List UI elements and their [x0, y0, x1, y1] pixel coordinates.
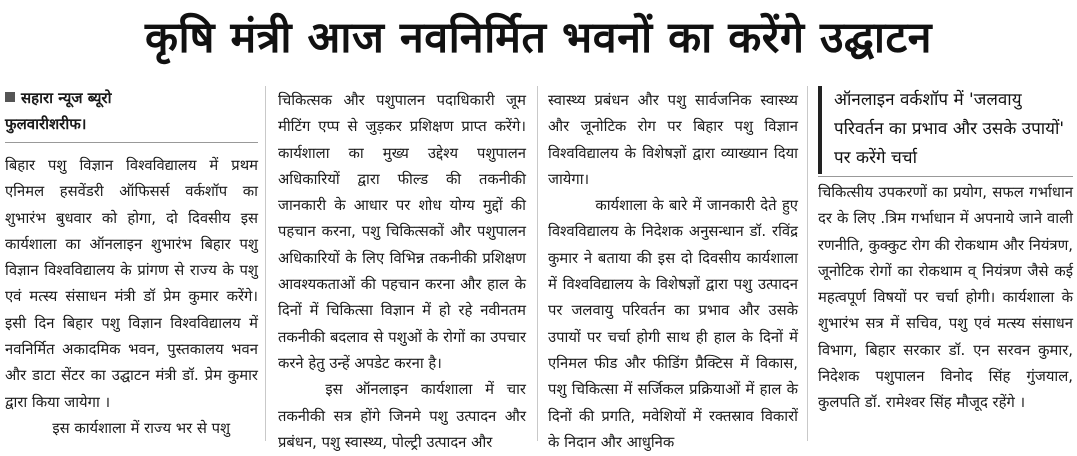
column-divider — [265, 86, 266, 441]
column-divider — [807, 86, 808, 441]
dateline: फुलवारीशरीफ। — [5, 112, 258, 143]
byline-text: सहारा न्यूज ब्यूरो — [21, 89, 112, 107]
article-column-3 — [548, 88, 798, 456]
paragraph: चिकित्सक और पशुपालन पदाधिकारी जूम मीटिंग एप्प से जुड़कर प्रशिक्षण प्राप्त करेंगे। कार्यशाला का मुख्य उद्देश्य पशुपालन अधिकारियों द्वारा फील्ड की तकनीकी जानकारी के आधार पर शोध योग्य मुद्दों की पहचान करना, पशु चिकित्सकों और पशुपालन अधिकारियों के लिए विभिन्न तकनीकी प्रशिक्षण आवश्यकताओं की पहचान करना और हाल के दिनों में चिकित्सा विज्ञान में हो रहे नवीनतम तकनीकी बदलाव से पशुओं के रोगों का उपचार करने हेतु उन्हें अपडेट करना है। — [278, 92, 526, 372]
paragraph: इस कार्यशाला में राज्य भर से पशु — [52, 419, 231, 437]
article-column-2 — [278, 88, 526, 456]
subheadline: ऑनलाइन वर्कशॉप में 'जलवायु परिवर्तन का प्रभाव और उसके उपायों' पर करेंगे चर्चा — [818, 86, 1073, 174]
subheadline-rule — [818, 176, 1073, 177]
paragraph: कार्यशाला के बारे में जानकारी देते हुए विश्वविद्यालय के निदेशक अनुसन्धान डॉ. रविंद्र कुमार ने बताया की इस दो दिवसीय कार्यशाला में विश्वविद्यालय के विशेषज्ञों द्वारा पशु उत्पादन पर जलवायु परिवर्तन का प्रभाव और उसके उपायों पर चर्चा होगी साथ ही हाल के दिनों में एनिमल फीड और फीडिंग प्रैक्टिस में विकास, पशु चिकित्सा में सर्जिकल प्रक्रियाओं में हाल के दिनों की प्रगति, मवेशियों में रक्तस्राव विकारों के निदान और आधुनिक — [548, 197, 798, 451]
article-column-1 — [5, 86, 258, 442]
headline: कृषि मंत्री आज नवनिर्मित भवनों का करेंगे उद्घाटन — [145, 13, 932, 63]
paragraph: चिकित्सीय उपकरणों का प्रयोग, सफल गर्भाधान दर के लिए .त्रिम गर्भाधान में अपनाये जाने वाली रणनीति, कुक्कुट रोग की रोकथाम और नियंत्रण, जूनोटिक रोगों का रोकथाम व् नियंत्रण जैसे कई महत्वपूर्ण विषयों पर चर्चा होगी। कार्यशाला के शुभारंभ सत्र में सचिव, पशु एवं मत्स्य संसाधन विभाग, बिहार सरकार डॉ. एन सरवन कुमार, निदेशक पशुपालन विनोद सिंह गुंजयाल, कुलपति डॉ. रामेश्वर सिंह मौजूद रहेंगे । — [818, 184, 1073, 412]
paragraph: इस ऑनलाइन कार्यशाला में चार तकनीकी सत्र होंगे जिनमे पशु उत्पादन और प्रबंधन, पशु स्वास्थ्य, पोल्ट्री उत्पादन और — [278, 381, 526, 451]
byline — [5, 86, 258, 110]
paragraph: बिहार पशु विज्ञान विश्वविद्यालय में प्रथम एनिमल हसवेंडरी ऑफिसर्स वर्कशॉप का शुभारंभ बुधवार को होगा, दो दिवसीय इस कार्यशाला का ऑनलाइन शुभारंभ बिहार पशु विज्ञान विश्वविद्यालय के प्रांगण से राज्य के पशु एवं मत्स्य संसाधन मंत्री डॉ प्रेम कुमार करेंगे। इसी दिन बिहार पशु विज्ञान विश्वविद्यालय में नवनिर्मित अकादमिक भवन, पुस्तकालय भवन और डाटा सेंटर का उद्घाटन मंत्री डॉ. प्रेम कुमार द्वारा किया जायेगा । — [5, 157, 258, 411]
article-column-4 — [818, 180, 1073, 417]
paragraph: स्वास्थ्य प्रबंधन और पशु सार्वजनिक स्वास्थ्य और जूनोटिक रोग पर बिहार पशु विज्ञान विश्वविद्यालय के विशेषज्ञों द्वारा व्याख्यान दिया जायेगा। — [548, 92, 798, 188]
square-bullet-icon — [5, 92, 15, 102]
column-divider — [537, 86, 538, 441]
